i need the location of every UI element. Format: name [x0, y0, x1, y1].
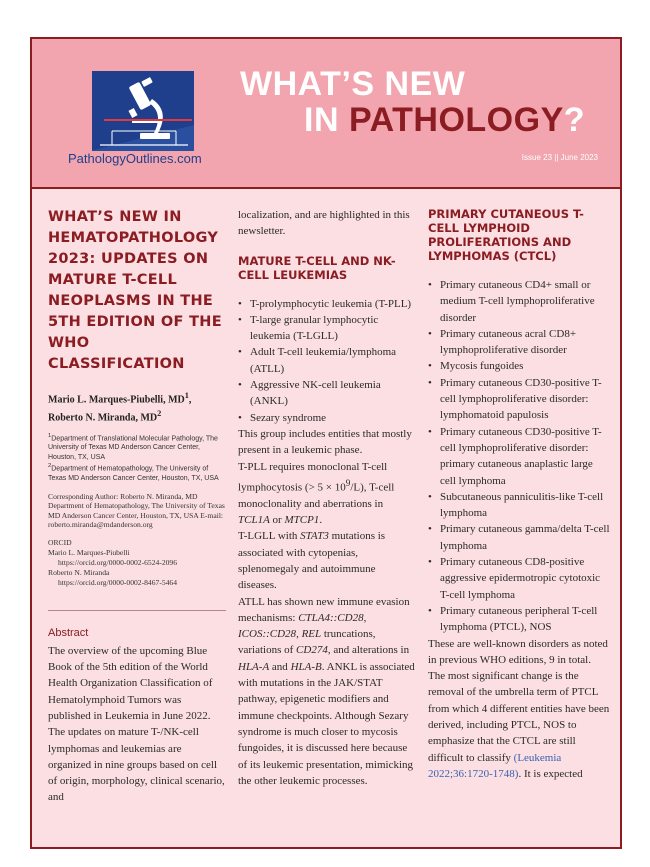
orcid-block [48, 538, 226, 588]
paragraph-group-intro: This group includes entities that mostly present in a leukemic phase. [238, 427, 412, 457]
list-item: • Primary cutaneous acral CD8+ lymphoproliferative disorder [428, 326, 610, 359]
list-item: • Primary cutaneous peripheral T-cell lymphoma (PTCL), NOS [428, 603, 610, 636]
author-list: Mario L. Marques-Piubelli, $MD^1$, Roberto N. Miranda, $MD^2$ [48, 391, 192, 424]
affiliation-1: Department of Translational Molecular Pathology, The University of Texas MD Anderson Cancer Center, Houston, TX, USA [48, 434, 218, 461]
corresponding-author: Corresponding Author: Roberto N. Miranda, MD Department of Hematopathology, The University of Texas MD Anderson Cancer Center, Houston, TX, USA E-mail: roberto.miranda@mdanderson.org [48, 491, 225, 530]
title-question-mark: ? [563, 101, 586, 139]
column-2 [238, 207, 416, 789]
ctcl-list [428, 277, 610, 636]
newsletter-title-line2 [304, 101, 585, 140]
paragraph-tpll: T-PLL requires monoclonal T-cell lymphocytosis (> $5 \times 10^9/L$), T-cell monoclonality and aberrations in TCL1A or MTCP1. [238, 460, 395, 527]
newsletter-page [30, 37, 622, 849]
list-item: • Primary cutaneous CD8-positive aggressive epidermotropic cytotoxic T-cell lymphoma [428, 554, 610, 603]
list-item: • Aggressive NK-cell leukemia (ANKL) [238, 377, 416, 410]
author-2: Roberto N. Miranda, MD [48, 412, 158, 424]
logo-wordmark[interactable]: PathologyOutlines.com [68, 151, 202, 166]
author-2-sup: 2 [157, 409, 162, 419]
column-1 [48, 207, 226, 806]
list-item: • Primary cutaneous CD30-positive T-cell lymphoproliferative disorder: lymphomatoid papulosis [428, 375, 610, 424]
affil-2-sup: 2 [48, 463, 52, 470]
abstract-text: The overview of the upcoming Blue Book of the 5th edition of the World Health Organization Classification of Hematolymphoid Tumors was published in Leukemia in June 2022. The updates on mature T-/NK-cell lymphomas and leukemias are organized in nine groups based on cell of origin, morphology, clinical scenario, and [48, 644, 225, 804]
column-3 [428, 207, 610, 782]
paragraph-tlgll: T-LGLL with STAT3 mutations is associated with cytopenias, splenomegaly and autoimmune diseases. [238, 530, 386, 592]
list-item: • Adult T-cell leukemia/lymphoma (ATLL) [238, 344, 416, 377]
issue-label: Issue 23 || June 2023 [521, 153, 598, 162]
list-item: • T-prolymphocytic leukemia (T-PLL) [238, 296, 416, 312]
newsletter-title-line1: WHAT’S NEW [240, 65, 466, 103]
paragraph-atll: ATLL has shown new immune evasion mechanisms: CTLA4::CD28, ICOS::CD28, REL truncations, variations of CD274, and alterations in HLA-A and HLA-B. ANKL is associated with mutations in the JAK/STAT pathway, epigenetic modifiers and immune checkpoints. Although Sezary syndrome is much closer to mycosis fungoides, it is discussed here because of its leukemic presentation, mimicking the other leukemic processes. [238, 595, 415, 787]
author-1-sup: 1 [184, 391, 189, 400]
title-in: IN [304, 101, 349, 139]
article-title: WHAT’S NEW IN HEMATOPATHOLOGY 2023: UPDATES ON MATURE T-CELL NEOPLASMS IN THE 5TH EDITION OF THE WHO CLASSIFICATION [48, 209, 222, 372]
orcid-2-name: Roberto N. Miranda [48, 567, 110, 577]
microscope-logo-icon[interactable] [92, 71, 194, 151]
abstract-heading: Abstract [48, 626, 89, 639]
section-title-ctcl: PRIMARY CUTANEOUS T-CELL LYMPHOID PROLIFERATIONS AND LYMPHOMAS (CTCL) [428, 207, 584, 263]
list-item: • Mycosis fungoides [428, 358, 610, 374]
affiliation-2: Department of Hematopathology, The University of Texas MD Anderson Cancer Center, Houston, TX, USA [48, 465, 219, 483]
section-title-mature-t-cell: MATURE T-CELL AND NK-CELL LEUKEMIAS [238, 253, 396, 282]
orcid-1-name: Mario L. Marques-Piubelli [48, 547, 130, 557]
list-item: • T-large granular lymphocytic leukemia (T-LGLL) [238, 312, 416, 345]
section-divider [48, 610, 226, 611]
newsletter-header [32, 39, 620, 189]
list-item: • Subcutaneous panniculitis-like T-cell lymphoma [428, 489, 610, 522]
col2-intro: localization, and are highlighted in this newsletter. [238, 209, 410, 238]
citation-link[interactable]: (Leukemia 2022;36:1720-1748) [428, 751, 562, 780]
affiliations [48, 432, 226, 484]
list-item: • Sezary syndrome [238, 410, 416, 426]
list-item: • Primary cutaneous CD4+ small or medium T-cell lymphoproliferative disorder [428, 277, 610, 326]
title-pathology: PATHOLOGY [348, 101, 564, 139]
leukemia-list [238, 296, 416, 426]
paragraph-ctcl: These are well-known disorders as noted in previous WHO editions, 9 in total. The most significant change is the removal of the umbrella term of PTCL from which 4 different entities have been derived, including PTCL, NOS to emphasize that the CTCL are still difficult to classify (Leukemia 2022;36:1720-1748). It is expected [428, 637, 610, 780]
affil-1-sup: 1 [48, 432, 52, 439]
list-item: • Primary cutaneous gamma/delta T-cell lymphoma [428, 521, 610, 554]
list-item: • Primary cutaneous CD30-positive T-cell lymphoproliferative disorder: primary cutaneous anaplastic large cell lymphoma [428, 424, 610, 489]
orcid-1-link[interactable]: https://orcid.org/0000-0002-6524-2096 [58, 557, 178, 567]
orcid-label: ORCID [48, 537, 72, 547]
author-1: Mario L. Marques-Piubelli, MD [48, 394, 185, 406]
orcid-2-link[interactable]: https://orcid.org/0000-0002-8467-5464 [58, 577, 178, 587]
